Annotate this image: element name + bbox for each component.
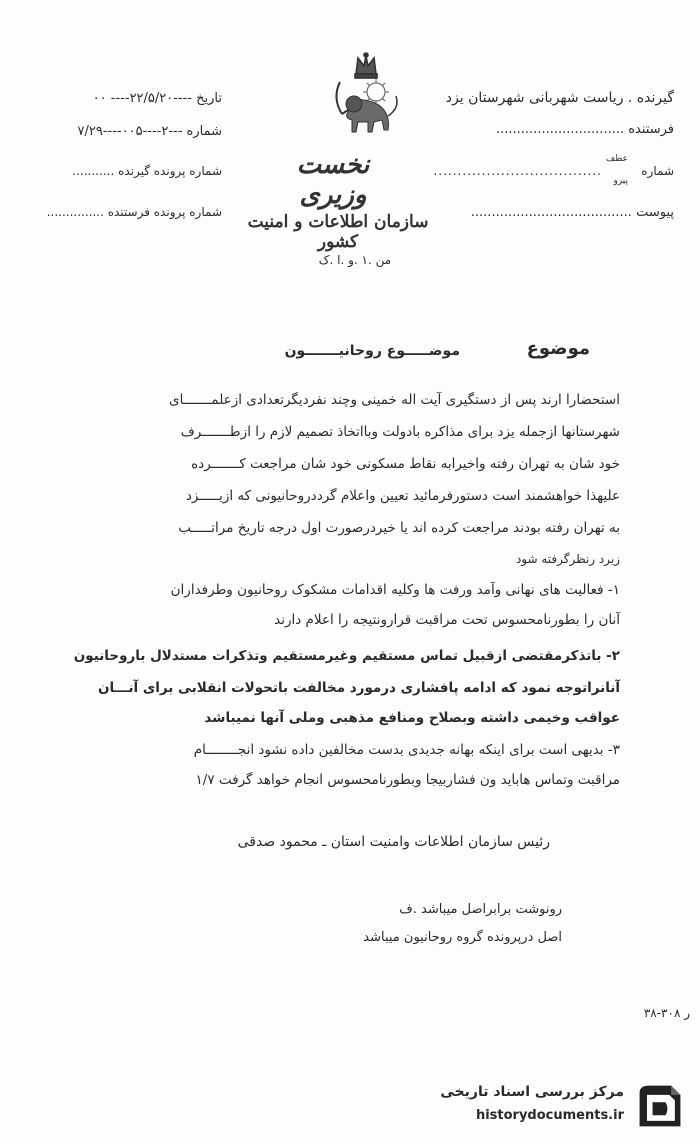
archive-code: ر ۳۰۸-۳۸	[643, 1006, 690, 1020]
number-ref-label: عطف	[605, 154, 628, 164]
original-file-note: اصل درپرونده گروه روحانیون میباشد	[363, 930, 562, 945]
copy-note: رونوشت برابراصل میباشد .ف	[399, 902, 562, 917]
body-line: زیرد رنظرگرفته شود	[515, 552, 620, 566]
number-block	[433, 152, 674, 196]
organization-title: سازمان اطلاعات و امنیت کشور	[247, 212, 429, 252]
body-line: عواقب وخیمی داشته وبصلاح ومنافع مذهبی وملی آنها نمیباشد	[204, 710, 620, 726]
archive-logo-icon	[634, 1080, 686, 1132]
number-dots: ...................................	[433, 164, 602, 178]
body-line: ۳- بدیهی است برای اینکه بهانه جدیدی بدست مخالفین داده نشود انجــــــــام	[193, 742, 620, 758]
sender-line: فرستنده ...............................	[496, 122, 674, 137]
subject-value: موضـــــوع روحانیـــــــون	[284, 343, 460, 359]
body-line: استحضارا ارند پس از دستگیری آیت اله خمینی وچند نفردیگرتعدادی ازعلمـــــــای	[169, 392, 620, 408]
letter-number-line: شماره ---۲----۰۰۵----۷/۲۹	[77, 124, 222, 139]
subject-label: موضوع	[526, 338, 590, 359]
body-line: ۱- فعالیت های نهانی وآمد ورفت ها وکلیه اقدامات مشکوک روحانیون وطرفداران	[170, 582, 620, 598]
recipient-line: گیرنده . ریاست شهربانی شهرستان یزد	[445, 90, 674, 106]
body-line: به تهران رفته بودند مراجعت کرده اند یا خیردرصورت اول درجه تاریخ مراتـــــب	[178, 520, 620, 536]
watermark-title: مرکز بررسی اسناد تاریخی	[440, 1084, 624, 1100]
body-line: مراقبت وتماس هاباید ون فشاربیجا وبطورنامحسوس انجام خواهد گرفت ۱/۷	[195, 772, 620, 788]
sender-file-number: شماره پرونده فرستنده ...............	[46, 205, 222, 219]
signature-line: رئیس سازمان اطلاعات وامنیت استان ـ محمود صدقی	[237, 834, 550, 850]
watermark-url: historydocuments.ir	[475, 1108, 624, 1123]
body-line: ۲- باتذکرمقتضی ازقبیل تماس مستقیم وغیرمستقیم وتذکرات مستدلال باروحانیون	[73, 648, 620, 664]
attachment-line: پیوست .......................................	[470, 205, 674, 220]
ministry-title: نخست وزیری	[296, 150, 370, 210]
watermark	[412, 1080, 692, 1136]
body-line: خود شان به تهران رفته واخیرابه نقاط مسکونی خود شان مراجعت کـــــــرده	[191, 456, 620, 472]
body-line: علیهذا خواهشمند است دستورفرمائید تعیین واعلام گرددروحانیونی که ازیـــــزد	[185, 488, 620, 504]
lion-sun-emblem-icon	[318, 52, 414, 142]
number-followup-label: پیرو	[613, 176, 628, 186]
date-line: تاریخ ----۲۲/۵/۲۰---- ۰۰	[92, 91, 222, 106]
body-line: شهرستانها ازجمله یزد برای مذاکره بادولت وبااتخاذ تصمیم لازم را ازطـــــــرف	[180, 424, 620, 440]
body-line: آنان را بطورنامحسوس تحت مراقبت قرارونتیجه را اعلام دارند	[274, 612, 620, 628]
number-label: شماره	[641, 164, 674, 178]
body-line: آنانراتوجه نمود که ادامه پافشاری درمورد مخالفت باتحولات انقلابی برای آنـــان	[98, 680, 620, 696]
organization-code: من .۱ .و .ا .ک	[318, 253, 392, 267]
recipient-file-number: شماره پرونده گیرنده ...........	[72, 164, 222, 178]
